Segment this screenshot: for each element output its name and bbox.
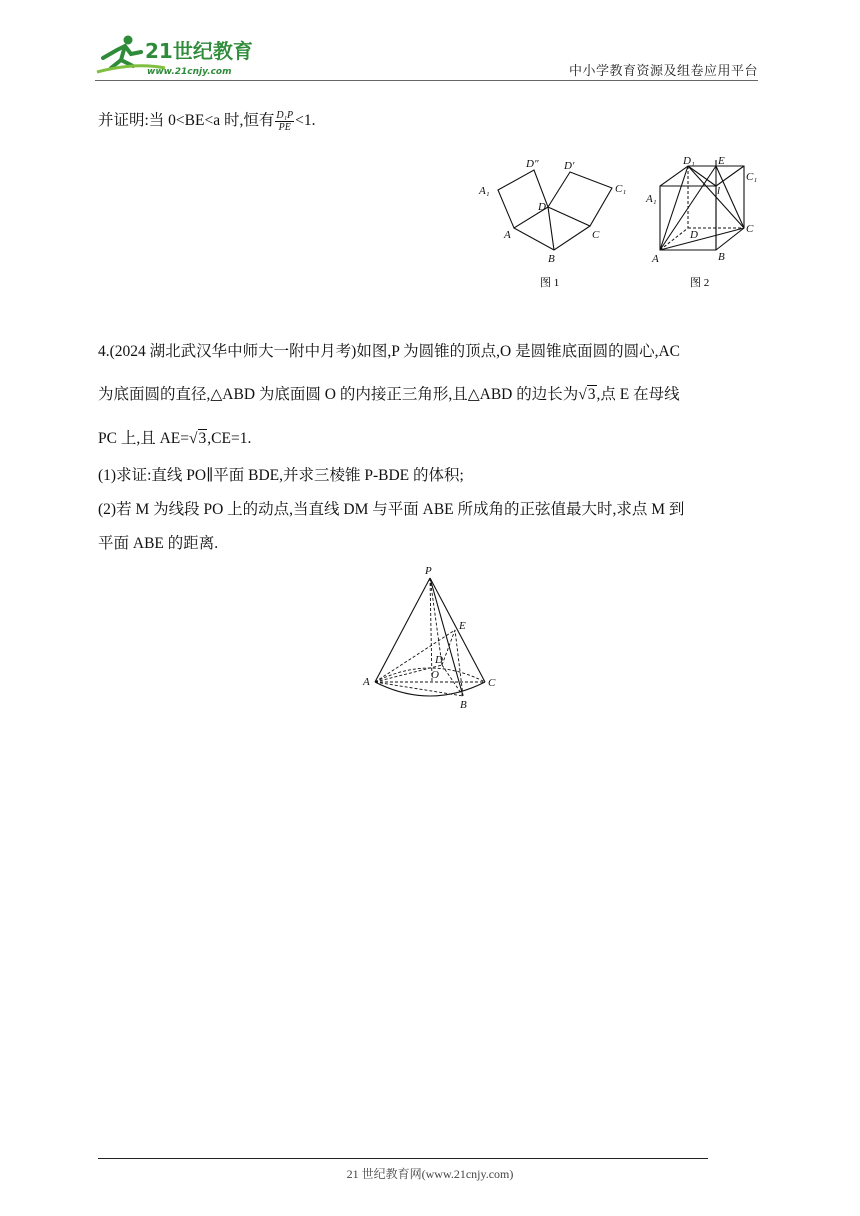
label-D-prime: D′ (564, 160, 575, 172)
figure-2-caption: 图 2 (690, 277, 710, 289)
page-header (95, 28, 758, 80)
proof-suffix: <1. (295, 112, 316, 130)
fraction-numerator: D₁P (276, 110, 294, 121)
cone-figure (355, 562, 515, 717)
problem4-line1: 4.(2024 湖北武汉华中师大一附中月考)如图,P 为圆锥的顶点,O 是圆锥底面圆的圆心,AC (98, 343, 680, 360)
label-E: E (718, 155, 725, 167)
figure-1-caption: 图 1 (540, 277, 560, 289)
question-1: (1)求证:直线 PO∥平面 BDE,并求三棱锥 P-BDE 的体积; (98, 467, 464, 484)
label-A-cone: A (363, 676, 370, 688)
cone-hidden-edges (375, 578, 485, 696)
label-D-fig2: D (690, 229, 698, 241)
label-C: C (592, 229, 600, 241)
label-A1-fig2: A₁ (646, 193, 657, 205)
proof-statement (98, 110, 316, 133)
problem4-line2-post: ,点 E 在母线 (596, 386, 680, 403)
fraction (275, 110, 294, 133)
label-C1-fig2: C₁ (746, 171, 758, 183)
problem4-line3 (98, 428, 251, 450)
label-D-cone: D (435, 654, 443, 666)
logo-text: 21世纪教育 (145, 39, 253, 63)
header-tagline: 中小学教育资源及组卷应用平台 (568, 63, 758, 78)
label-O: O (431, 669, 439, 681)
label-P: P (425, 565, 432, 577)
header-divider (95, 80, 758, 81)
question-2-line2: 平面 ABE 的距离. (98, 535, 219, 552)
question-2-line1: (2)若 M 为线段 PO 上的动点,当直线 DM 与平面 ABE 所成角的正弦值最大时,求点 M 到 (98, 501, 685, 518)
label-B: B (548, 253, 555, 265)
label-C1: C₁ (615, 183, 627, 195)
label-C-fig2: C (746, 223, 754, 235)
label-A: A (504, 229, 511, 241)
label-B-cone: B (460, 699, 467, 711)
proof-prefix: 并证明:当 0<BE<a 时,恒有 (98, 112, 275, 130)
sqrt-symbol: √3 (578, 386, 596, 403)
label-A1: A₁ (479, 185, 490, 197)
sqrt-radicand: 3 (198, 430, 207, 447)
fraction-denominator: PE (278, 122, 291, 133)
sqrt-radicand: 3 (587, 386, 596, 403)
footer-text: 21 世纪教育网(www.21cnjy.com) (346, 1167, 514, 1181)
label-C-cone: C (488, 677, 496, 689)
label-B-fig2: B (718, 251, 725, 263)
problem4-line2-pre: 为底面圆的直径,△ABD 为底面圆 O 的内接正三角形,且△ABD 的边长为 (98, 386, 579, 403)
label-D1: D₁ (683, 155, 695, 167)
cone-labels (362, 565, 496, 711)
footer-divider (98, 1158, 708, 1159)
figure-2 (660, 160, 744, 250)
prev-figures (470, 150, 770, 300)
logo-url: www.21cnjy.com (147, 67, 232, 77)
sqrt-symbol: √3 (189, 430, 207, 447)
logo (95, 28, 265, 78)
problem4-line2 (98, 384, 680, 406)
label-D-double-prime: D″ (526, 158, 539, 170)
label-A-fig2: A (652, 253, 659, 265)
label-D: D (538, 201, 546, 213)
problem4-line3-pre: PC 上,且 AE= (98, 430, 189, 447)
label-E-cone: E (459, 620, 466, 632)
label-l: l (717, 185, 721, 197)
problem4-line3-post: ,CE=1. (207, 430, 252, 447)
